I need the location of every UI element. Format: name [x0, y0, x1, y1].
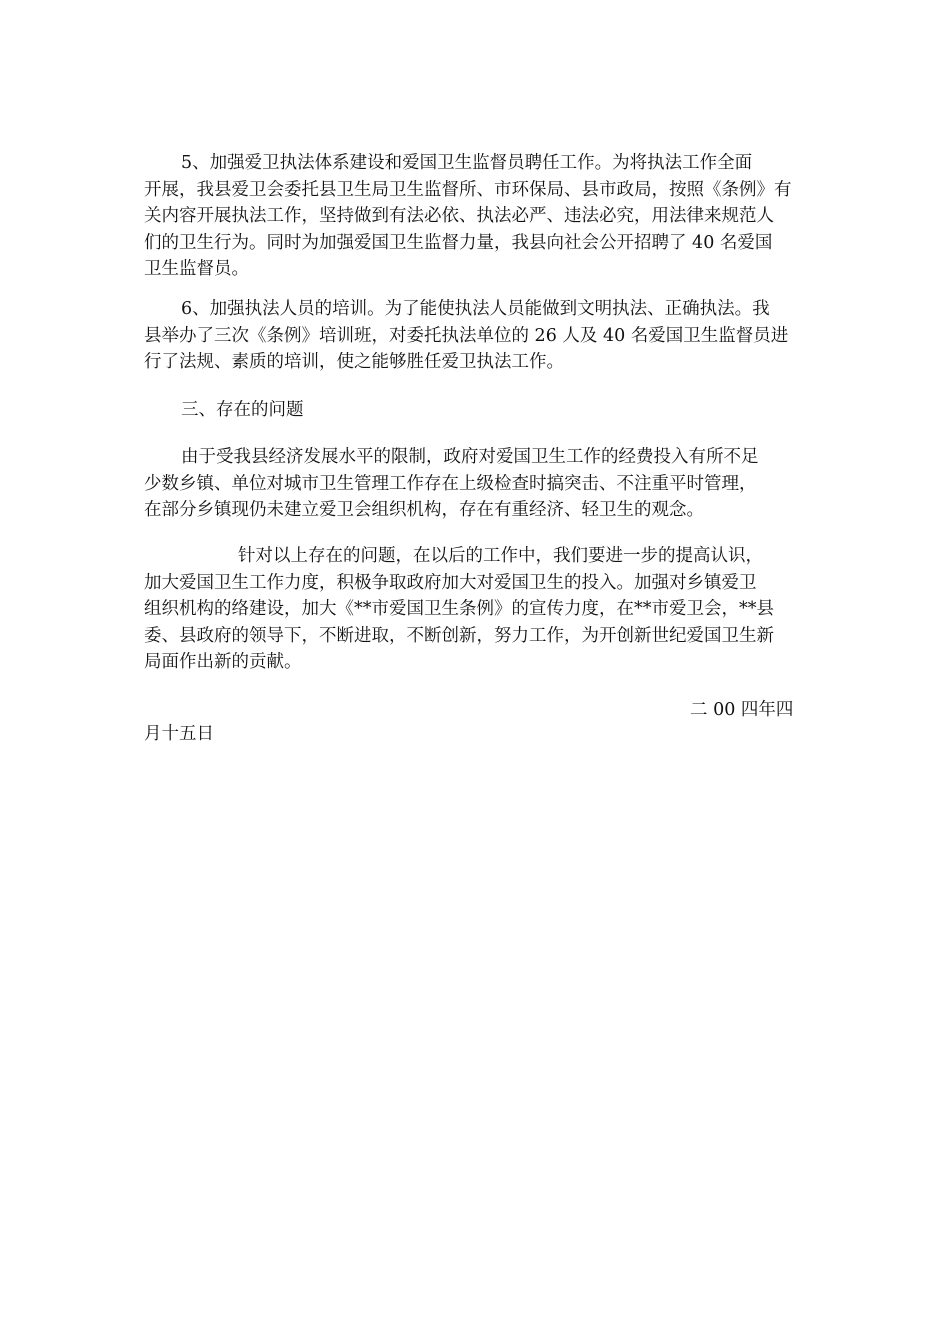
- text-line: 开展，我县爱卫会委托县卫生局卫生监督所、市环保局、县市政局，按照《条例》有: [144, 179, 792, 200]
- text-line: 少数乡镇、单位对城市卫生管理工作存在上级检查时搞突击、不注重平时管理，: [144, 473, 757, 494]
- text-line: 卫生监督员。: [144, 259, 249, 279]
- text-line: 在部分乡镇现仍未建立爱卫会组织机构，存在有重经济、轻卫生的观念。: [144, 500, 704, 520]
- text-line: 5、加强爱卫执法体系建设和爱国卫生监督员聘任工作。为将执法工作全面: [181, 153, 753, 173]
- date-line-1: 二 00 四年四: [690, 700, 794, 720]
- text-line: 加大爱国卫生工作力度，积极争取政府加大对爱国卫生的投入。加强对乡镇爱卫: [144, 572, 757, 593]
- paragraph-measures: [144, 543, 814, 676]
- text-line: 县举办了三次《条例》培训班，对委托执法单位的 26 人及 40 名爱国卫生监督员进: [144, 325, 789, 346]
- text-line: 关内容开展执法工作，坚持做到有法必依、执法必严、违法必究，用法律来规范人: [144, 206, 774, 226]
- text-line: 行了法规、素质的培训，使之能够胜任爱卫执法工作。: [144, 352, 564, 372]
- text-line: 组织机构的络建设，加大《**市爱国卫生条例》的宣传力度，在**市爱卫会，**县: [144, 599, 774, 619]
- paragraph-item-5: [144, 150, 814, 283]
- date-line-2: 月十五日: [144, 724, 214, 744]
- text-line: 局面作出新的贡献。: [144, 652, 302, 672]
- heading-text: 三、存在的问题: [181, 400, 304, 420]
- text-line: 6、加强执法人员的培训。为了能使执法人员能做到文明执法、正确执法。我: [181, 299, 770, 319]
- text-line: 委、县政府的领导下，不断进取，不断创新，努力工作，为开创新世纪爱国卫生新: [144, 625, 774, 646]
- text-line: 针对以上存在的问题，在以后的工作中，我们要进一步的提高认识，: [238, 546, 763, 566]
- text-line: 由于受我县经济发展水平的限制，政府对爱国卫生工作的经费投入有所不足: [181, 447, 759, 467]
- paragraph-problems: [144, 444, 814, 524]
- section-heading-problems: [144, 397, 814, 424]
- paragraph-item-6: [144, 296, 814, 376]
- text-line: 们的卫生行为。同时为加强爱国卫生监督力量，我县向社会公开招聘了 40 名爱国: [144, 232, 773, 253]
